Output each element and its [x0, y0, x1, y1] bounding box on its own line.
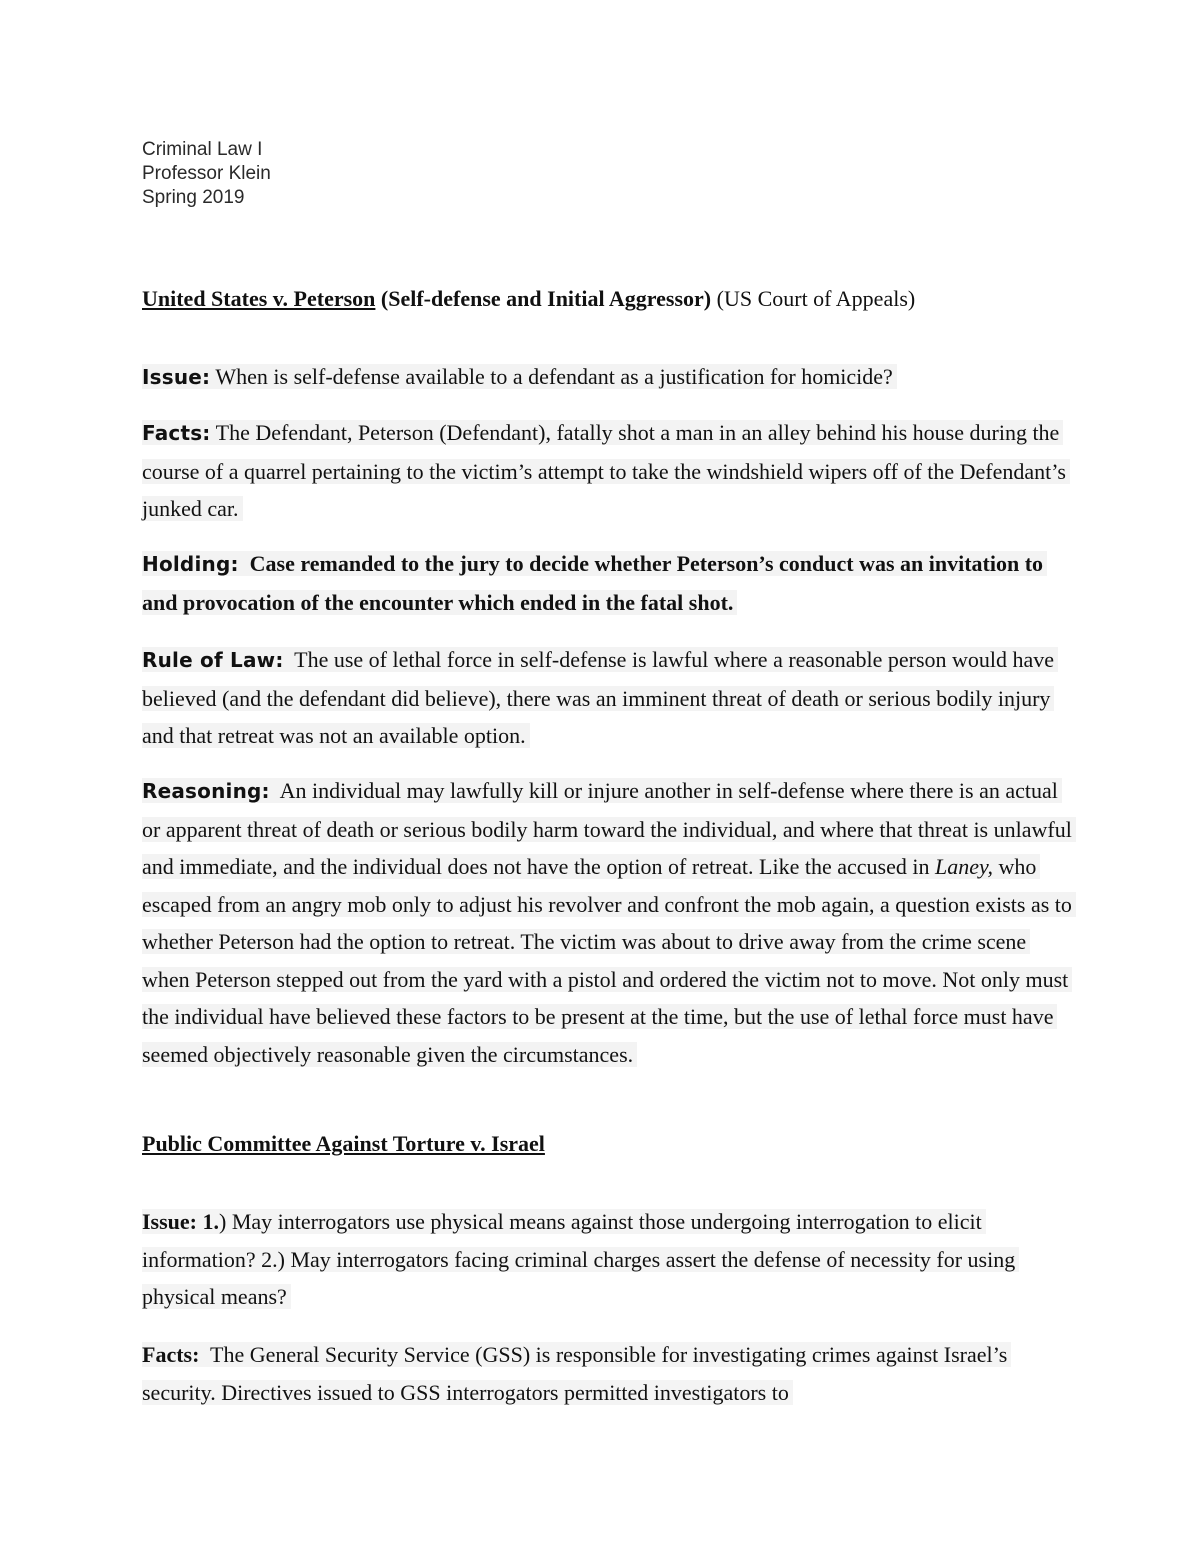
case1-title: [142, 286, 915, 312]
professor-name: Professor Klein: [142, 163, 271, 184]
case2-issue-text: ) May interrogators use physical means against those undergoing interrogation to elicit information? 2.) May interrogators facing criminal charges assert the defense of necessity for using physical means?: [142, 1209, 1016, 1309]
reasoning-text-1: An individual may lawfully kill or injure another in self-defense where there is an actual or apparent threat of death or serious bodily harm toward the individual, and where that threat is unlawful and immediate, and the individual does not have the option of retreat. Like the accused in: [142, 778, 1072, 879]
course-name: Criminal Law I: [142, 139, 263, 160]
facts-text: The Defendant, Peterson (Defendant), fatally shot a man in an alley behind his house during the course of a quarrel pertaining to the victim’s attempt to take the windshield wipers off of the Defendant’s junked car.: [142, 420, 1066, 521]
case1-reasoning: [142, 772, 1072, 1073]
case2-title: Public Committee Against Torture v. Israel: [142, 1131, 545, 1156]
case2-issue-label: Issue:: [142, 1209, 198, 1234]
rule-text: The use of lethal force in self-defense is lawful where a reasonable person would have believed (and the defendant did believe), there was an imminent threat of death or serious bodily injury and that retreat was not an available option.: [142, 647, 1055, 748]
case2-issue: [142, 1203, 1072, 1316]
case1-facts: [142, 414, 1072, 528]
term: Spring 2019: [142, 187, 245, 208]
reasoning-text-2: who escaped from an angry mob only to adjust his revolver and confront the mob again, a question exists as to whether Peterson had the option to retreat. The victim was about to drive away from the crime scene when Peterson stepped out from the yard with a pistol and ordered the victim not to move. Not only must the individual have believed these factors to be present at the time, but the use of lethal force must have seemed objectively reasonable given the circumstances.: [142, 854, 1072, 1067]
case2-facts-label: Facts:: [142, 1342, 200, 1367]
case1-court: (US Court of Appeals): [716, 286, 916, 311]
case2-facts-text: The General Security Service (GSS) is responsible for investigating crimes against Israel’s security. Directives issued to GSS interrogators permitted investigators to: [142, 1342, 1008, 1405]
issue-label: Issue:: [142, 365, 211, 389]
reasoning-label: Reasoning:: [142, 779, 270, 803]
case1-topic: (Self-defense and Initial Aggressor): [380, 286, 712, 311]
case1-holding: [142, 545, 1072, 621]
holding-text: Case remanded to the jury to decide whether Peterson’s conduct was an invitation to and provocation of the encounter which ended in the fatal shot.: [142, 551, 1044, 615]
case1-issue: [142, 358, 1072, 397]
course-header: [142, 138, 271, 210]
case1-name: United States v. Peterson: [142, 286, 376, 311]
case1-rule-of-law: [142, 641, 1072, 755]
rule-label: Rule of Law:: [142, 648, 284, 672]
holding-label: Holding:: [142, 552, 239, 576]
facts-label: Facts:: [142, 421, 211, 445]
case2-issue-number: 1.: [202, 1209, 220, 1234]
reasoning-case-cite: Laney,: [934, 854, 994, 879]
issue-text: When is self-defense available to a defendant as a justification for homicide?: [215, 364, 893, 389]
case2-facts: [142, 1336, 1072, 1411]
